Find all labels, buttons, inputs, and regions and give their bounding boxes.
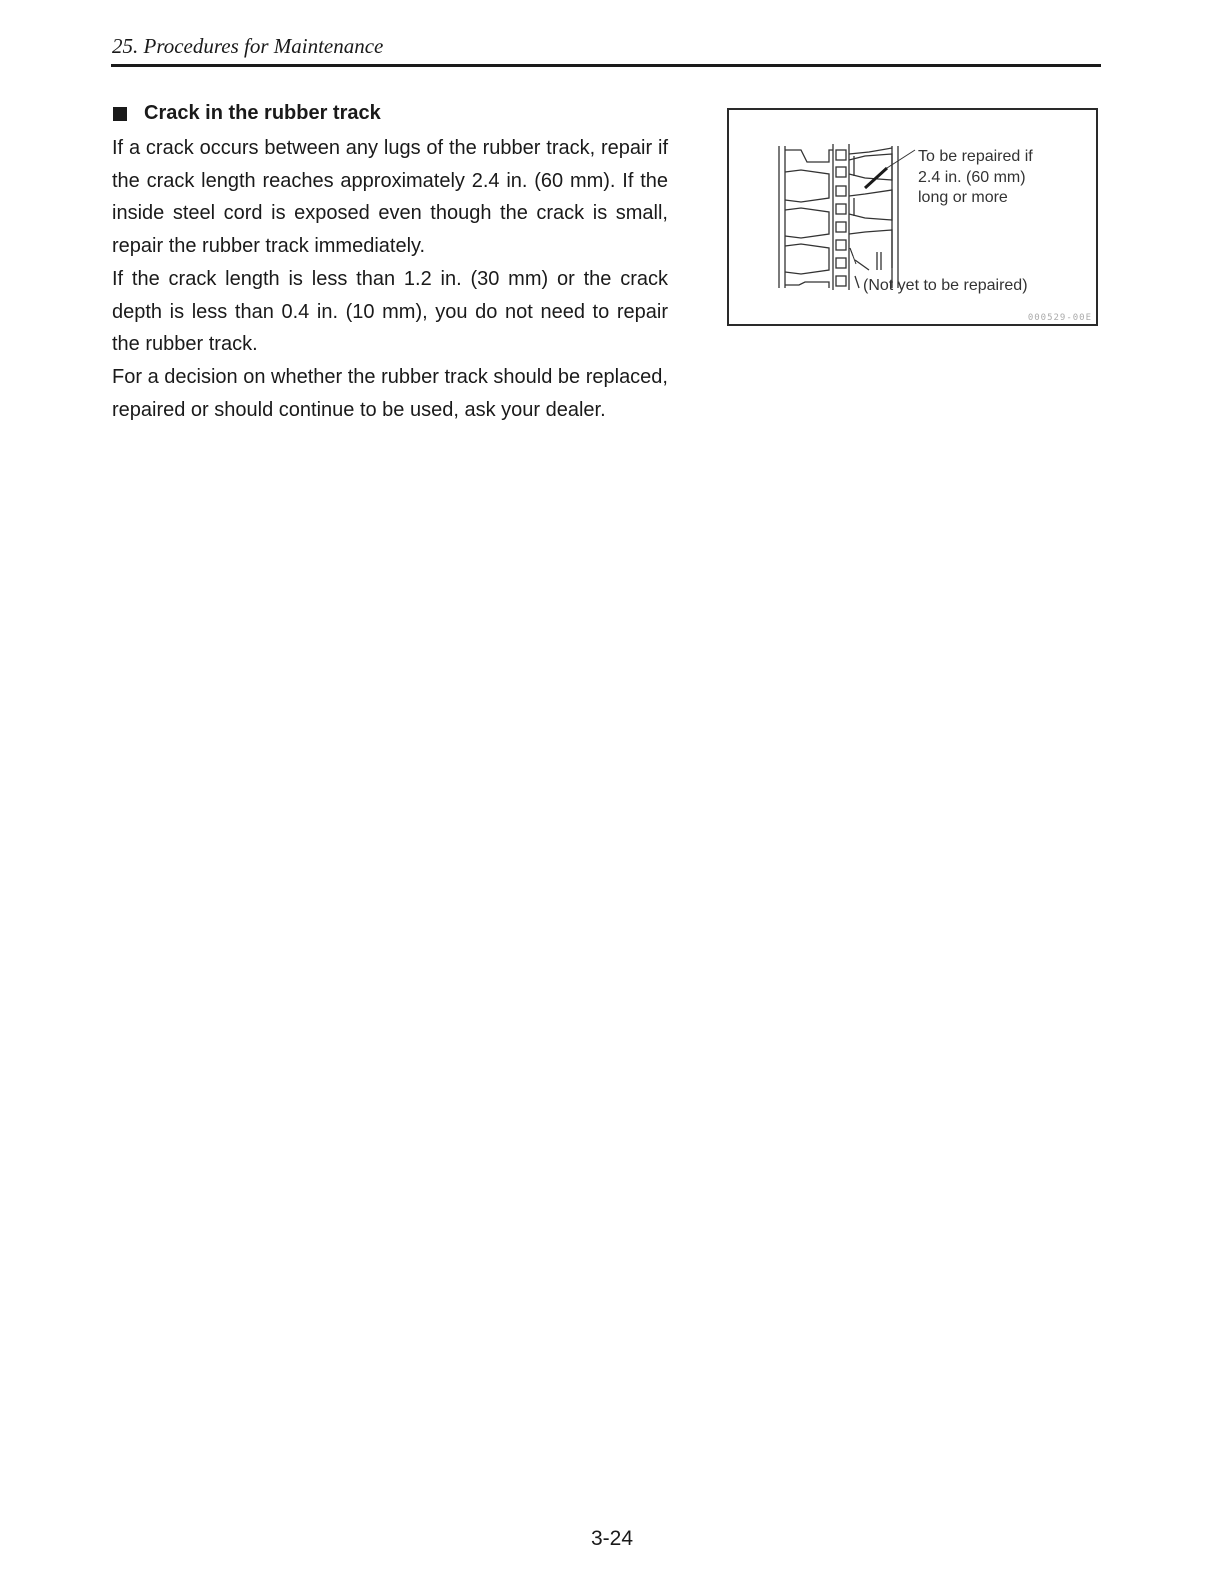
not-yet-repaired-label: (Not yet to be repaired)	[863, 277, 1028, 294]
repair-label-line: To be repaired if	[918, 148, 1033, 165]
bullet-square-icon	[113, 107, 127, 121]
body-text	[112, 132, 668, 426]
page-number: 3-24	[590, 1527, 634, 1550]
paragraph-ask-dealer: For a decision on whether the rubber track should be replaced, repaired or should continue to be used, ask your dealer.	[112, 365, 668, 421]
paragraph-crack-repair: If a crack occurs between any lugs of the rubber track, repair if the crack length reaches approximately 2.4 in. (60 mm). If the inside steel cord is exposed even though the crack is small, repair the rubber track immediately.	[112, 137, 668, 258]
section-heading-text: Crack in the rubber track	[144, 102, 381, 124]
repair-threshold-label	[918, 147, 1093, 209]
paragraph-no-repair-needed: If the crack length is less than 1.2 in. (30 mm) or the crack depth is less than 0.4 in. (10 mm), you do not need to repair the rubber track.	[112, 267, 668, 356]
repair-label-line: 2.4 in. (60 mm)	[918, 168, 1026, 186]
figure-code: 000529-00E	[1027, 313, 1092, 323]
section-heading	[113, 102, 381, 125]
running-header: 25. Procedures for Maintenance	[112, 34, 384, 58]
repair-label-line: long or more	[918, 189, 1008, 206]
track-crack-figure	[727, 108, 1098, 326]
header-rule	[111, 64, 1101, 67]
